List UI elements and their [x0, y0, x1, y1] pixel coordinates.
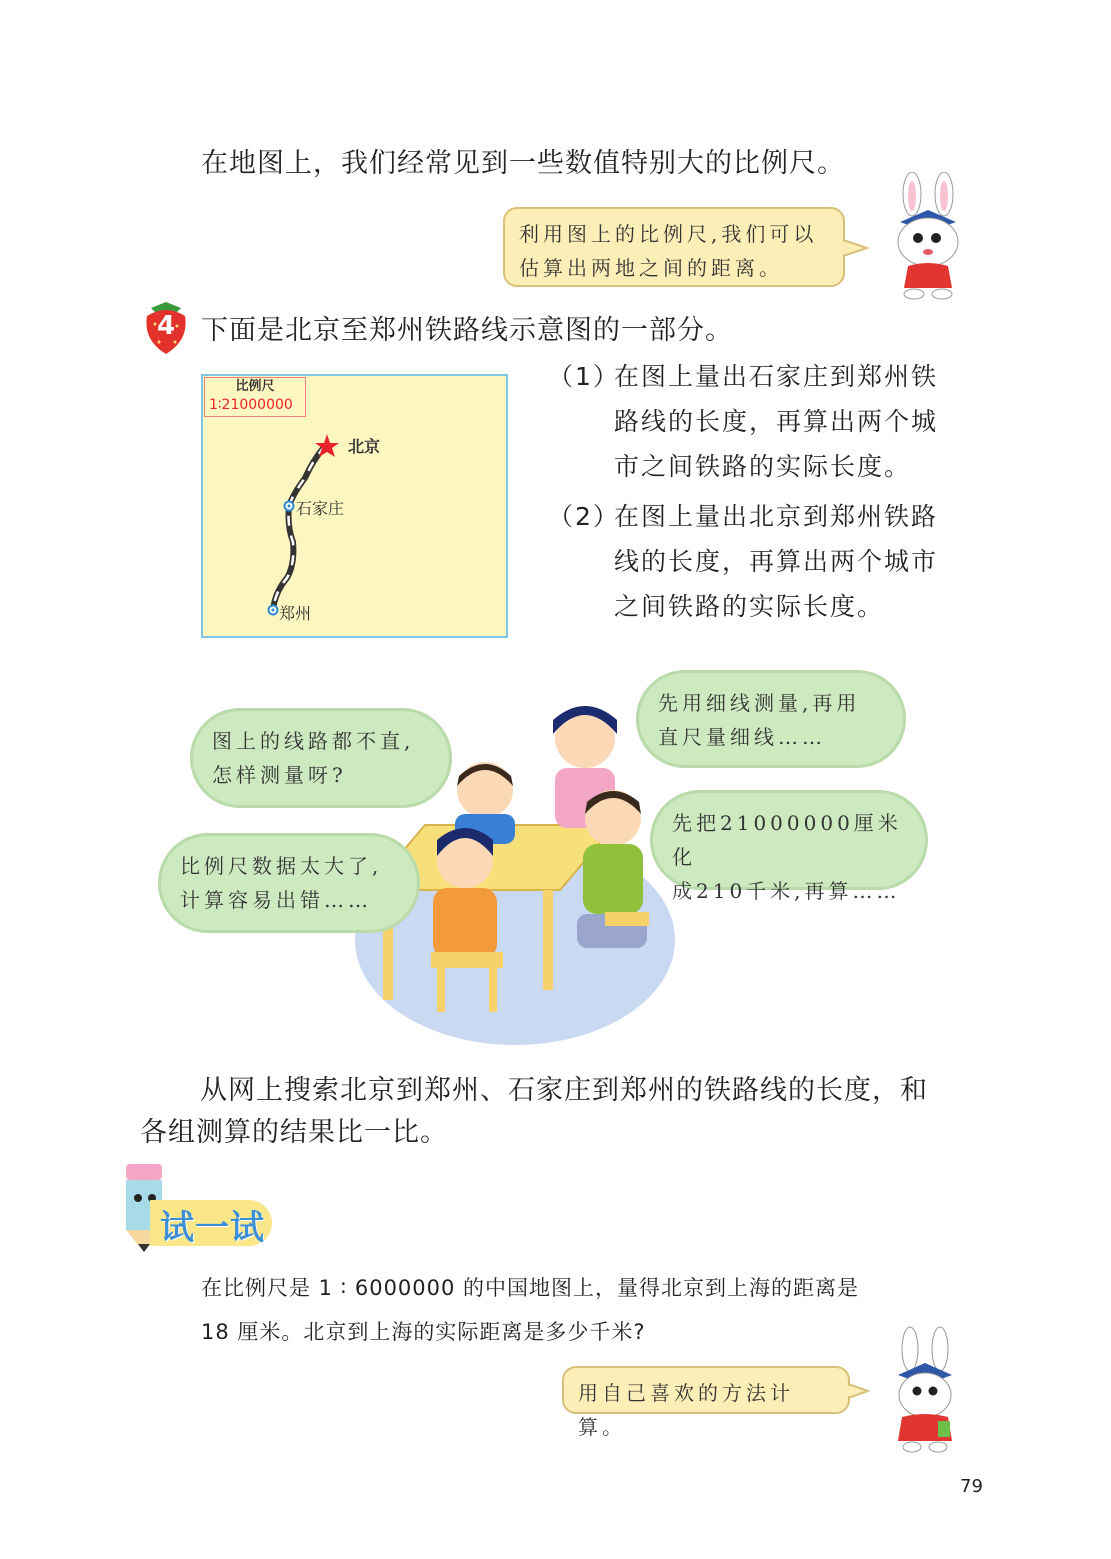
scale-value: 1∶21000000	[209, 397, 293, 413]
speech-cloud-1	[190, 708, 452, 808]
intro-paragraph: 在地图上，我们经常见到一些数值特别大的比例尺。	[201, 148, 845, 179]
rabbit-mascot-icon	[870, 172, 980, 300]
search-line2: 各组测算的结果比一比。	[140, 1116, 448, 1148]
try-line2: 18 厘米。北京到上海的实际距离是多少千米?	[201, 1320, 646, 1344]
tip-top-line2: 估算出两地之间的距离。	[519, 256, 783, 280]
try-question	[201, 1266, 981, 1354]
cloud-2-line2: 直尺量细线……	[658, 725, 826, 749]
railway-line	[201, 374, 508, 638]
tip-bubble-bottom-tail	[848, 1382, 870, 1400]
speech-cloud-4	[650, 790, 928, 903]
cloud-1-line1: 图上的线路都不直,	[212, 729, 415, 753]
search-paragraph	[140, 1070, 980, 1154]
question-1-number: （1）	[548, 362, 620, 391]
search-line1: 从网上搜索北京到郑州、石家庄到郑州的铁路线的长度，和	[200, 1075, 928, 1106]
cloud-3-line1: 比例尺数据太大了,	[180, 854, 383, 878]
tip-bubble-top	[503, 207, 845, 287]
question-1-line3: 市之间铁路的实际长度。	[614, 452, 912, 481]
star-icon	[314, 433, 340, 459]
tip-bubble-bottom: 用自己喜欢的方法计算。	[562, 1366, 850, 1414]
question-2-number: （2）	[548, 502, 620, 531]
question-1-line2: 路线的长度，再算出两个城	[614, 407, 939, 436]
tip-top-line1: 利用图上的比例尺,我们可以	[519, 222, 818, 246]
question-1	[548, 354, 978, 489]
try-line1: 在比例尺是 1 ∶ 6000000 的中国地图上，量得北京到上海的距离是	[201, 1276, 860, 1300]
try-label: 试一试	[160, 1208, 265, 1248]
question-1-line1: 在图上量出石家庄到郑州铁	[614, 362, 939, 391]
example-title: 下面是北京至郑州铁路线示意图的一部分。	[201, 315, 733, 346]
cloud-2-line1: 先用细线测量,再用	[658, 691, 861, 715]
question-2-line2: 线的长度，再算出两个城市	[614, 547, 939, 576]
cloud-1-line2: 怎样测量呀?	[212, 763, 347, 787]
cloud-4-line1: 先把21000000厘米化	[672, 811, 902, 869]
scale-label: 比例尺	[235, 379, 275, 394]
question-2-line1: 在图上量出北京到郑州铁路	[614, 502, 939, 531]
rabbit-mascot-bottom-icon	[880, 1325, 970, 1455]
speech-cloud-2	[636, 670, 906, 768]
cloud-4-line2: 成210千米,再算……	[672, 879, 901, 903]
tip-bubble-tail	[843, 238, 869, 258]
cloud-3-line2: 计算容易出错……	[180, 888, 372, 912]
example-number: 4	[156, 311, 176, 341]
city-zhengzhou: 郑州	[279, 604, 312, 623]
city-shijiazhuang: 石家庄	[296, 499, 345, 518]
page-number: 79	[960, 1476, 983, 1497]
city-beijing: 北京	[348, 437, 381, 456]
speech-cloud-3	[158, 833, 420, 933]
question-2	[548, 494, 978, 629]
question-2-line3: 之间铁路的实际长度。	[614, 592, 885, 621]
